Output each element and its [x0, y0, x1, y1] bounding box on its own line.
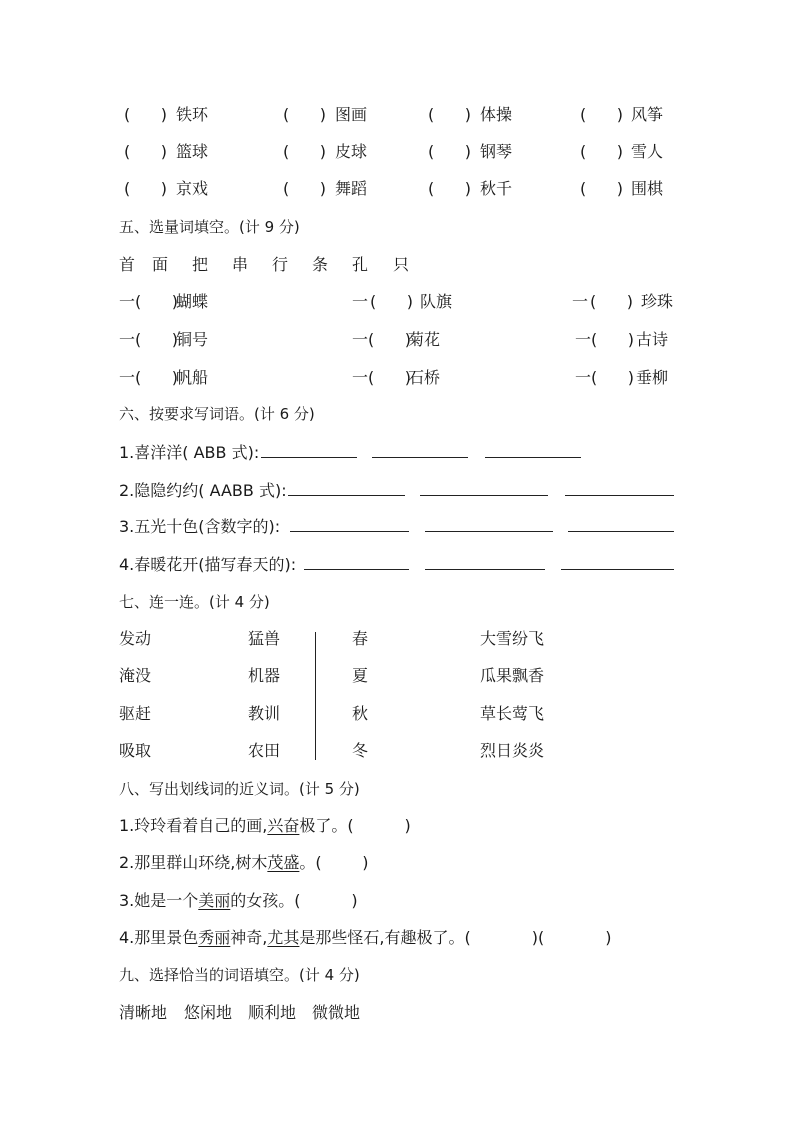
word-item: 图画: [335, 105, 368, 124]
noun-item: 蝴蝶: [176, 292, 209, 311]
noun-item: 铜号: [176, 330, 209, 349]
word-item: 体操: [480, 105, 513, 124]
measure-word: 行: [272, 255, 289, 274]
answer-paren[interactable]: ( ): [580, 142, 623, 161]
answer-line[interactable]: [561, 553, 674, 570]
prompt-text: 3.五光十色(含数字的):: [119, 517, 281, 536]
answer-line[interactable]: [485, 441, 581, 458]
prompt-text: 1.喜洋洋( ABB 式):: [119, 443, 260, 462]
answer-line[interactable]: [372, 441, 468, 458]
answer-line[interactable]: [565, 479, 674, 496]
measure-word: 条: [312, 255, 329, 274]
noun-item: 垂柳: [636, 368, 669, 387]
answer-paren[interactable]: ( ): [428, 142, 471, 161]
section-9-title: 九、选择恰当的词语填空。(计 4 分): [119, 966, 360, 984]
match-item-scene[interactable]: 大雪纷飞: [480, 629, 545, 648]
question-line: 2.那里群山环绕,树木茂盛。( ): [119, 853, 369, 872]
match-item-noun[interactable]: 农田: [248, 741, 281, 760]
noun-item: 珍珠: [641, 292, 674, 311]
prefix-one: 一: [119, 368, 136, 387]
word-item: 篮球: [176, 142, 209, 161]
measure-word: 把: [192, 255, 209, 274]
prefix-one: 一: [119, 292, 136, 311]
match-item-verb[interactable]: 淹没: [119, 666, 152, 685]
section-7-title: 七、连一连。(计 4 分): [119, 593, 270, 611]
noun-item: 队旗: [420, 292, 453, 311]
s5-row: [0, 328, 794, 352]
s6-item: [0, 553, 794, 577]
q4-row: [0, 103, 794, 127]
underlined-word: 茂盛: [267, 853, 300, 872]
match-item-noun[interactable]: 教训: [248, 704, 281, 723]
measure-word: 面: [152, 255, 169, 274]
section-5-title: 五、选量词填空。(计 9 分): [119, 218, 300, 236]
underlined-word: 兴奋: [267, 816, 300, 835]
prefix-one: 一: [572, 292, 589, 311]
answer-paren[interactable]: ( ): [428, 179, 471, 198]
match-item-scene[interactable]: 烈日炎炎: [480, 741, 545, 760]
answer-line[interactable]: [261, 441, 357, 458]
word-item: 围棋: [631, 179, 664, 198]
measure-word: 只: [393, 255, 410, 274]
word-bank: [0, 1001, 794, 1025]
underlined-word: 秀丽: [198, 928, 231, 947]
word-item: 京戏: [176, 179, 209, 198]
synonym-question: [0, 926, 794, 950]
word-item: 秋千: [480, 179, 513, 198]
answer-paren[interactable]: ( ): [368, 330, 411, 349]
measure-word-bank: [0, 253, 794, 277]
answer-paren[interactable]: ( ): [135, 368, 178, 387]
s6-item: [0, 441, 794, 465]
synonym-question: [0, 889, 794, 913]
prefix-one: 一: [575, 368, 592, 387]
s6-item: [0, 515, 794, 539]
question-line: 3.她是一个美丽的女孩。( ): [119, 891, 358, 910]
prefix-one: 一: [119, 330, 136, 349]
synonym-question: [0, 851, 794, 875]
measure-word: 首: [119, 255, 136, 274]
answer-line[interactable]: [425, 515, 553, 532]
word-choice: 顺利地: [248, 1003, 297, 1022]
answer-paren[interactable]: ( ): [124, 179, 167, 198]
answer-paren[interactable]: ( ): [580, 105, 623, 124]
answer-paren[interactable]: ( ): [124, 105, 167, 124]
answer-line[interactable]: [425, 553, 545, 570]
answer-line[interactable]: [568, 515, 674, 532]
answer-paren[interactable]: ( ): [590, 292, 633, 311]
underlined-word: 尤其: [267, 928, 300, 947]
answer-paren[interactable]: ( ): [135, 330, 178, 349]
word-choice: 悠闲地: [184, 1003, 233, 1022]
answer-line[interactable]: [290, 515, 409, 532]
measure-word: 孔: [352, 255, 369, 274]
noun-item: 菊花: [408, 330, 441, 349]
match-item-scene[interactable]: 草长莺飞: [480, 704, 545, 723]
s5-row: [0, 366, 794, 390]
prefix-one: 一: [352, 368, 369, 387]
word-item: 雪人: [631, 142, 664, 161]
prompt-text: 4.春暖花开(描写春天的):: [119, 555, 297, 574]
match-item-season[interactable]: 冬: [352, 741, 369, 760]
synonym-question: [0, 814, 794, 838]
answer-paren[interactable]: ( ): [580, 179, 623, 198]
answer-paren[interactable]: ( ): [370, 292, 413, 311]
question-line: 4.那里景色秀丽神奇,尤其是那些怪石,有趣极了。( )( ): [119, 928, 612, 947]
section-8-title: 八、写出划线词的近义词。(计 5 分): [119, 780, 360, 798]
word-choice: 微微地: [312, 1003, 361, 1022]
s5-row: [0, 290, 794, 314]
answer-line[interactable]: [304, 553, 409, 570]
answer-paren[interactable]: ( ): [283, 179, 326, 198]
s6-item: [0, 479, 794, 503]
match-item-verb[interactable]: 发动: [119, 629, 152, 648]
match-item-season[interactable]: 春: [352, 629, 369, 648]
match-item-season[interactable]: 夏: [352, 666, 369, 685]
q4-row: [0, 140, 794, 164]
prefix-one: 一: [352, 292, 369, 311]
section-6-title: 六、按要求写词语。(计 6 分): [119, 405, 315, 423]
match-item-verb[interactable]: 吸取: [119, 741, 152, 760]
prefix-one: 一: [575, 330, 592, 349]
answer-paren[interactable]: ( ): [591, 368, 634, 387]
match-item-noun[interactable]: 猛兽: [248, 629, 281, 648]
match-row: [0, 702, 794, 726]
prefix-one: 一: [352, 330, 369, 349]
answer-paren[interactable]: ( ): [591, 330, 634, 349]
word-item: 风筝: [631, 105, 664, 124]
match-item-verb[interactable]: 驱赶: [119, 704, 152, 723]
answer-line[interactable]: [288, 479, 405, 496]
answer-paren[interactable]: ( ): [283, 105, 326, 124]
answer-paren[interactable]: ( ): [135, 292, 178, 311]
word-item: 皮球: [335, 142, 368, 161]
word-item: 钢琴: [480, 142, 513, 161]
word-item: 铁环: [176, 105, 209, 124]
measure-word: 串: [232, 255, 249, 274]
question-line: 1.玲玲看着自己的画,兴奋极了。( ): [119, 816, 411, 835]
match-item-season[interactable]: 秋: [352, 704, 369, 723]
noun-item: 古诗: [636, 330, 669, 349]
match-item-noun[interactable]: 机器: [248, 666, 281, 685]
noun-item: 帆船: [176, 368, 209, 387]
answer-paren[interactable]: ( ): [124, 142, 167, 161]
prompt-text: 2.隐隐约约( AABB 式):: [119, 481, 287, 500]
noun-item: 石桥: [408, 368, 441, 387]
match-item-scene[interactable]: 瓜果飘香: [480, 666, 545, 685]
word-item: 舞蹈: [335, 179, 368, 198]
match-row: [0, 739, 794, 763]
answer-paren[interactable]: ( ): [368, 368, 411, 387]
word-choice: 清晰地: [119, 1003, 168, 1022]
match-row: [0, 627, 794, 651]
match-row: [0, 664, 794, 688]
answer-line[interactable]: [420, 479, 548, 496]
underlined-word: 美丽: [198, 891, 231, 910]
answer-paren[interactable]: ( ): [428, 105, 471, 124]
q4-row: [0, 177, 794, 201]
answer-paren[interactable]: ( ): [283, 142, 326, 161]
